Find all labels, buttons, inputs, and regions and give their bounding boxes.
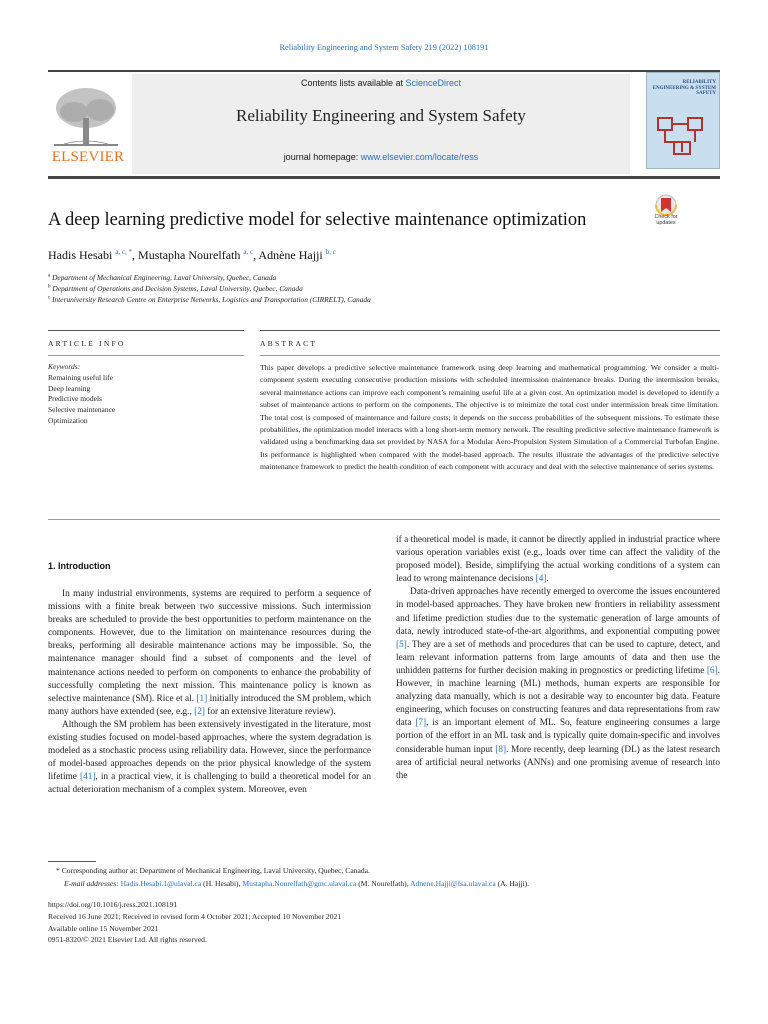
corresponding-author-note (56, 866, 370, 875)
body-paragraph (48, 588, 371, 719)
body-text: initially introduced the SM problem, which many authors have extended (see, e.g., (48, 693, 371, 717)
section-heading-introduction: 1. Introduction (48, 561, 111, 571)
body-text: . (546, 574, 549, 585)
affiliation-key: a (48, 273, 51, 279)
citation-link[interactable]: [7] (415, 718, 427, 729)
keyword[interactable]: Predictive models (48, 394, 102, 404)
cover-illustration (652, 112, 712, 160)
journal-homepage (132, 152, 630, 162)
running-head[interactable]: Reliability Engineering and System Safety 219 (2022) 108191 (279, 43, 489, 52)
author-name[interactable]: Adnène Hajji (258, 248, 323, 262)
keyword[interactable]: Optimization (48, 415, 88, 425)
footnote-rule (48, 861, 96, 862)
citation-link[interactable]: [6] (706, 665, 718, 676)
copyright-line: 0951-8320/© 2021 Elsevier Ltd. All rights reserved. (48, 935, 207, 944)
citation-link[interactable]: [5] (396, 639, 407, 650)
keyword[interactable]: Selective maintenance (48, 405, 116, 415)
body-text: if a theoretical model is made, it cannot be directly applied in industrial practice where various operation variables exist (e.g., loads over time can affect the validity of the proposed model). Beside, simplifying the actual working conditions of a system can lead to wrong maintenance decisions (396, 535, 720, 585)
author-list: Hadis Hesabi $^{a, c, *}$, Mustapha Nourelfath $^{a, c}$, Adnène Hajji $^{b, c}$ (48, 248, 336, 262)
journal-title: Reliability Engineering and System Safety (236, 106, 526, 125)
contents-prefix: Contents lists available at (300, 78, 406, 88)
footnote-mark: * (56, 866, 60, 875)
body-text: Data-driven approaches have recently emerged to overcome the issues encountered in model-based approaches. They have broken new frontiers in reliability assessment and lifetime prediction studies due to the systematic generation of large amounts of data, newly introduced state-of-the-art algorithms, and exponential computing power (396, 587, 720, 637)
article-info-subrule (48, 355, 244, 356)
body-text: . More recently, deep learning (DL) as the latest research area of artificial neural networks (ANNs) and one promising avenue of research into the (396, 744, 720, 781)
email-owner: (M. Nourelfath), (356, 879, 411, 888)
affiliation (48, 295, 371, 304)
affiliation-text: Interuniversity Research Centre on Enterprise Networks, Logistics and Transportation (CIRRELT), Canada (52, 295, 371, 304)
keyword[interactable]: Remaining useful life (48, 372, 113, 382)
email-label: E-mail addresses: (64, 879, 119, 888)
affiliation (48, 273, 276, 282)
body-paragraph (396, 534, 720, 586)
affiliation (48, 284, 303, 293)
article-info-heading: ARTICLE INFO (48, 339, 126, 348)
body-text: . They are a set of methods and procedures that can be used to capture, detect, and learn relevant information patterns from large amounts of data and then use the unhidden patterns for further decision making in prognostics or predicting lifetime (396, 639, 720, 676)
affiliation-text: Department of Mechanical Engineering, Laval University, Quebec, Canada (52, 273, 277, 282)
email-link[interactable]: Mustapha.Nourelfath@gmc.ulaval.ca (242, 879, 357, 888)
affiliation-key: b (48, 284, 51, 290)
cover-title: RELIABILITY ENGINEERING & SYSTEM SAFETY (652, 80, 716, 97)
email-link[interactable]: Adnene.Hajji@fsa.ulaval.ca (410, 879, 496, 888)
corresponding-author-text: Corresponding author at: Department of Mechanical Engineering, Laval University, Quebec, Canada. (61, 866, 370, 875)
received-dates: Received 16 June 2021; Received in revised form 4 October 2021; Accepted 10 November 2021 (48, 912, 342, 921)
body-text: Although the SM problem has been extensively investigated in the literature, most existing studies focused on model-based approaches, where the system degradation is modeled as a stochastic process using reliability data. However, since the performance of model-based approaches depends on the prior physical knowledge of the system lifetime (48, 719, 371, 783)
body-text: . However, in machine learning (ML) methods, human experts are responsible for analyzing data manually, which is not a desirable way to encounter big data. Feature engineering, which focuses on constructing features and data representations from raw data (396, 665, 720, 729)
keywords-label: Keywords: (48, 362, 81, 371)
body-text: , in a practical view, it is challenging to build a theoretical model for an actual deterioration mechanism of a complex system. Moreover, even (48, 772, 371, 796)
body-text: , is an important element of ML. So, feature engineering consumes a large portion of the effort in an ML task and is typically quite domain-specific and involves considerable human input (396, 718, 720, 755)
article-info-rule (48, 330, 244, 331)
citation-link[interactable]: [41] (79, 772, 96, 783)
sciencedirect-link[interactable]: ScienceDirect (405, 78, 462, 88)
author-affiliation-marks[interactable]: b, c (325, 248, 336, 256)
affiliation-key: c (48, 295, 51, 301)
masthead-bottom-rule (48, 176, 720, 179)
homepage-prefix: journal homepage: (283, 152, 361, 162)
contents-line (132, 78, 630, 88)
publisher-wordmark: ELSEVIER (51, 149, 125, 165)
citation-link[interactable]: [4] (535, 574, 547, 585)
body-paragraph (48, 719, 371, 798)
available-online: Available online 15 November 2021 (48, 924, 159, 933)
body-text: In many industrial environments, systems are required to perform a sequence of missions with a finite break between two successive missions. Such intermission breaks are scheduled to provide the best opportunities to perform maintenance on the components. However, due to the limitation on maintenance resources during the breaks, performing all desirable maintenance actions may be impossible. So, the maintenance manager should find a subset of components and the level of maintenance actions needed to perform on components to enhance the probability of successfully completing the next mission. This maintenance policy is known as selective maintenance (SM). Rice et al. (48, 589, 371, 704)
abstract-rule (260, 330, 720, 331)
keywords-block (48, 362, 115, 427)
body-column-right (396, 534, 720, 783)
abstract-end-rule (48, 519, 720, 520)
abstract-text: This paper develops a predictive selective maintenance framework using deep learning and mathematical programming. We consider a multi-component system executing consecutive production missions with scheduled intermission maintenance breaks. During the intermission breaks, several maintenance actions can improve each component’s remaining useful life at a given cost. An optimization model is developed to identify a subset of maintenance actions to perform on the components. The objective is to minimize the total cost under intermission break time limitation. The total cost is composed of maintenance and failure costs; it depends on the success probabilities of the subsequent missions. To estimate these probabilities, the optimization model interacts with a long short-term memory network. The resulting predictive selective maintenance framework is validated using a benchmarking data set provided by NASA for a Modular Aero-Propulsion System Simulation of a Commercial Turbofan Engine. Its performance is highlighted when compared with the model-based approach. The results illustrate the advantages of the predictive selective maintenance framework to predict the health condition of each component with accuracy and deal with the selective maintenance of series systems. (260, 363, 719, 472)
affiliation-text: Department of Operations and Decision Systems, Laval University, Quebec, Canada (52, 284, 303, 293)
masthead-top-rule (48, 70, 720, 72)
keyword[interactable]: Deep learning (48, 383, 91, 393)
doi-link[interactable]: https://doi.org/10.1016/j.ress.2021.108191 (48, 900, 178, 909)
author-name[interactable]: Hadis Hesabi (48, 248, 113, 262)
email-owner: (A. Hajji). (495, 879, 530, 888)
author-affiliation-marks[interactable]: a, c (243, 248, 254, 256)
body-paragraph (396, 586, 720, 782)
body-text: for an extensive literature review). (204, 706, 336, 717)
crossmark-label[interactable]: Check for updates (654, 214, 678, 226)
abstract-subrule (260, 355, 720, 356)
citation-link[interactable]: [8] (495, 744, 507, 755)
email-owner: (H. Hesabi), (201, 879, 243, 888)
citation-link[interactable]: [1] (196, 693, 208, 704)
citation-link[interactable]: [2] (194, 706, 205, 717)
body-column-left (48, 588, 371, 798)
abstract-heading: ABSTRACT (260, 339, 318, 348)
email-addresses (64, 879, 529, 888)
homepage-link[interactable]: www.elsevier.com/locate/ress (360, 152, 479, 162)
article-title: A deep learning predictive model for selective maintenance optimization (48, 210, 587, 230)
author-name[interactable]: Mustapha Nourelfath (138, 248, 241, 262)
email-link[interactable]: Hadis.Hesabi.1@ulaval.ca (120, 879, 202, 888)
author-affiliation-marks[interactable]: a, c, * (115, 248, 133, 256)
